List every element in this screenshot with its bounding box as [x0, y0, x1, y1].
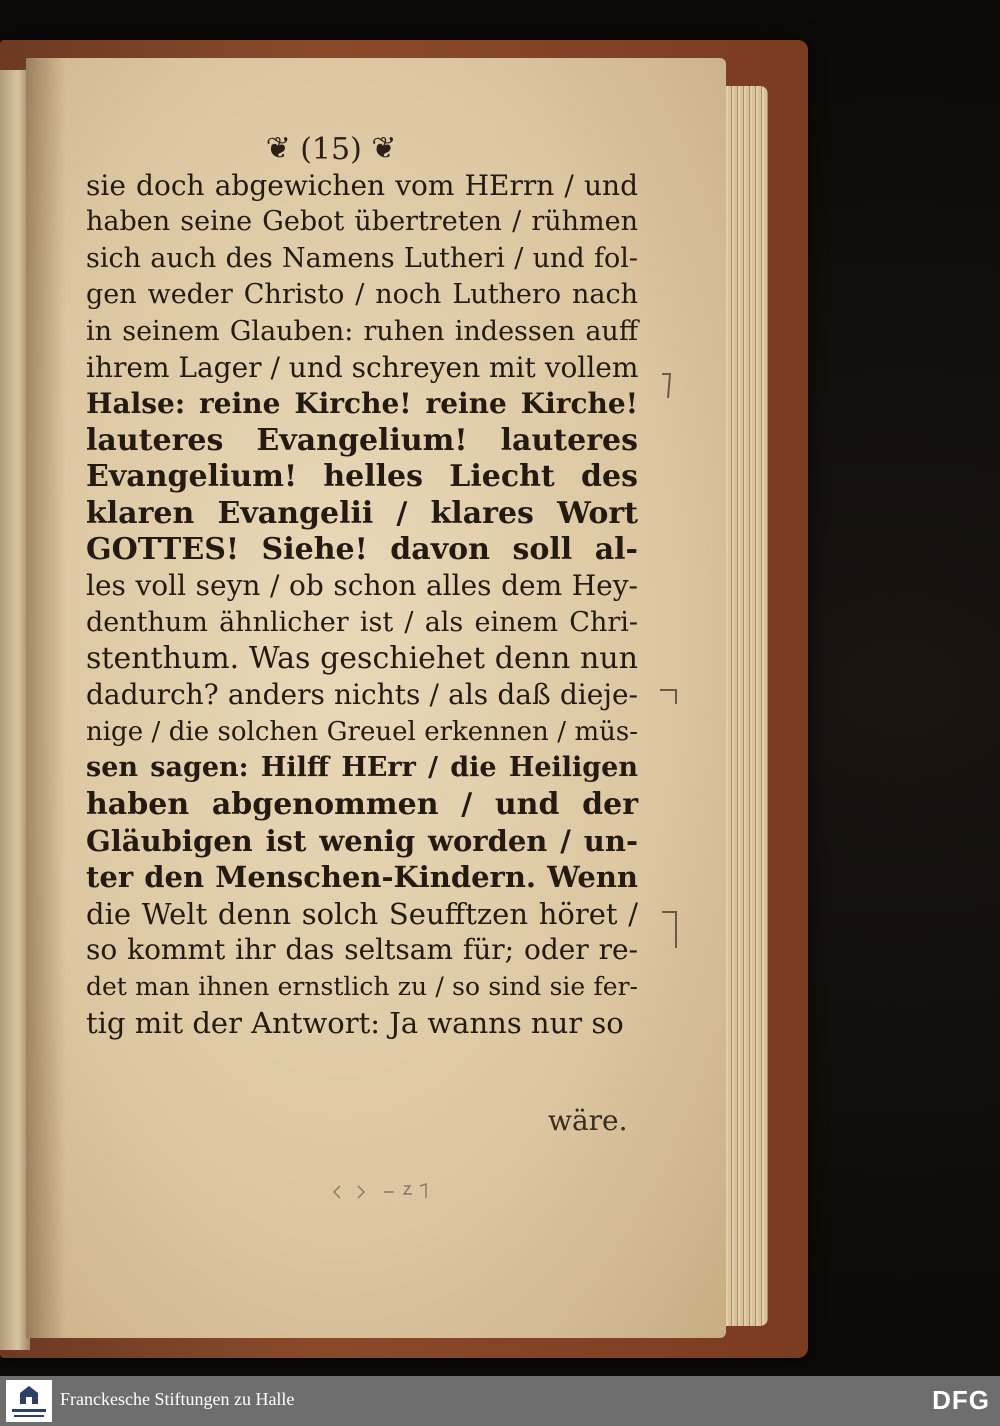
- text-line: Evangelium! helles Liecht des: [86, 459, 638, 495]
- text-line: so kommt ihr das seltsam für; oder re-: [86, 933, 638, 967]
- text-line: gen weder Christo / noch Luthero nach: [86, 279, 638, 311]
- text-line: nige / die solchen Greuel erkennen / müs-: [86, 716, 638, 747]
- text-line: haben seine Gebot übertreten / rühmen: [86, 206, 638, 238]
- text-line: die Welt denn solch Seufftzen höret /: [86, 896, 638, 931]
- text-line: det man ihnen ernstlich zu / so sind sie fer-: [86, 971, 638, 1001]
- ornament-left-icon: ❦: [265, 131, 291, 166]
- text-line: haben abgenommen / und der: [86, 786, 638, 822]
- institution-name: Franckesche Stiftungen zu Halle: [60, 1389, 295, 1409]
- text-line: lauteres Evangelium! lauteres: [86, 422, 638, 458]
- text-line: Gläubigen ist wenig worden / un-: [86, 824, 638, 859]
- text-line: stenthum. Was geschiehet denn nun: [86, 641, 638, 677]
- shelf-mark: [334, 1184, 426, 1198]
- institution-logo-icon: [6, 1380, 52, 1422]
- text-line: in seinem Glauben: ruhen indessen auff: [86, 315, 638, 347]
- footer-bar: [0, 1376, 1000, 1426]
- margin-mark-2: [660, 690, 676, 704]
- text-line: les voll seyn / ob schon alles dem Hey-: [86, 569, 638, 603]
- text-line: dadurch? anders nichts / als daß dieje-: [86, 678, 638, 712]
- margin-mark-1: [662, 374, 670, 398]
- ornament-right-icon: ❦: [371, 131, 397, 166]
- text-line: sich auch des Namens Lutheri / und fol-: [86, 242, 638, 274]
- text-line: GOTTES! Siehe! davon soll al-: [86, 531, 638, 567]
- page-number: (15): [300, 131, 362, 167]
- text-line: denthum ähnlicher ist / als einem Chri-: [86, 606, 638, 638]
- institution-logo: [6, 1380, 52, 1422]
- dfg-logo: DFG: [932, 1385, 990, 1415]
- margin-mark-3: [662, 912, 676, 948]
- text-line: ter den Menschen-Kindern. Wenn: [86, 860, 638, 895]
- text-line: sen sagen: Hilff HErr / die Heiligen: [86, 752, 638, 784]
- catchword: wäre.: [548, 1104, 628, 1137]
- text-line: klaren Evangelii / klares Wort: [86, 495, 638, 531]
- text-line: tig mit der Antwort: Ja wanns nur so: [86, 1005, 624, 1040]
- text-line: Halse: reine Kirche! reine Kirche!: [86, 387, 638, 421]
- text-line: ihrem Lager / und schreyen mit vollem: [86, 350, 639, 384]
- text-line: sie doch abgewichen vom HErrn / und: [86, 169, 638, 202]
